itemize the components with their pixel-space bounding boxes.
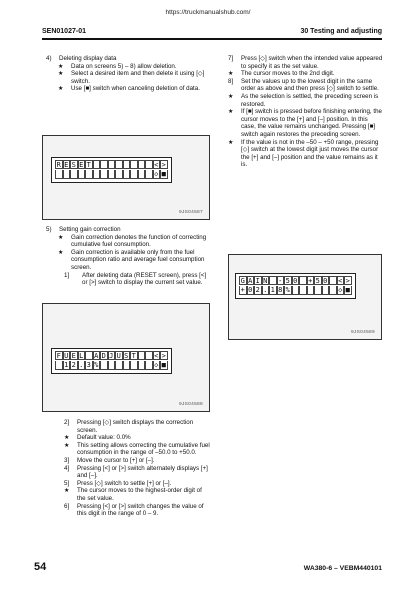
lcd-char-cell: [78, 170, 86, 179]
lcd-char-cell: >: [161, 352, 166, 360]
lcd-char-cell: R: [56, 161, 61, 169]
lcd-row-2: [55, 361, 168, 371]
lcd-row-1: [55, 351, 168, 361]
lcd-char-cell: [138, 361, 146, 370]
left-mid-text: [46, 226, 212, 287]
lcd-char-cell: F: [56, 352, 61, 360]
lcd-char-cell: [115, 361, 123, 370]
lcd-char-cell: 0: [293, 277, 298, 285]
lcd-char-cell: E: [71, 352, 76, 360]
lcd-row-1: [55, 160, 168, 170]
lcd-char-cell: A: [94, 352, 99, 360]
lcd-char-cell: J: [109, 352, 114, 360]
lcd-char-cell: [115, 170, 123, 179]
list-item: 1] After deleting data (RESET screen), press [<] or [>] switch to display the current set value.: [64, 271, 207, 287]
lcd-char-cell: [100, 160, 108, 169]
lcd-char-cell: [130, 170, 138, 179]
lcd-char-cell: ■: [345, 286, 350, 294]
lcd-char-cell: 5: [315, 277, 320, 285]
lcd-char-cell: [145, 351, 153, 360]
lcd-char-cell: [329, 276, 337, 285]
list-item: ★ Default value: 0.0%: [64, 434, 131, 442]
lcd-char-cell: [299, 286, 307, 295]
lcd-char-cell: [269, 276, 277, 285]
lcd-char-cell: +: [308, 277, 313, 285]
lcd-char-cell: U: [64, 352, 69, 360]
lcd-char-cell: L: [79, 352, 84, 360]
lcd-char-cell: [108, 361, 116, 370]
lcd-char-cell: [115, 160, 123, 169]
lcd-char-cell: [322, 286, 330, 295]
figure-code: 9JS04588: [178, 402, 203, 407]
list-item: 5) Setting gain correction: [46, 226, 121, 233]
lcd-char-cell: [145, 361, 153, 370]
list-item: 4) Deleting display data: [46, 55, 117, 62]
lcd-char-cell: 8: [278, 286, 283, 294]
list-item: 8] Set the values up to the lowest digit in the same order as above and then press [◇] switch to settle.: [228, 77, 379, 93]
lcd-char-cell: [123, 361, 131, 370]
list-item: 5] Press [◇] switch to settle [+] or [–].: [64, 479, 172, 487]
lcd-char-cell: .: [263, 286, 268, 294]
lcd-char-cell: 2: [255, 286, 260, 294]
lcd-char-cell: I: [255, 277, 260, 285]
lcd-char-cell: [93, 170, 101, 179]
lcd-char-cell: <: [154, 161, 159, 169]
figure-fuel-adjust-screen: [42, 303, 210, 412]
list-item: ★ Select a desired item and then delete it using [◇] switch.: [58, 70, 205, 85]
model-number: WA380-6 – VEBM440101: [303, 565, 382, 572]
lcd-char-cell: [108, 160, 116, 169]
lcd-char-cell: A: [248, 277, 253, 285]
figure-reset-screen: [42, 135, 210, 220]
header-rule: [42, 38, 382, 40]
lcd-char-cell: [63, 170, 71, 179]
lcd-char-cell: [314, 286, 322, 295]
list-item: ★ Gain correction denotes the function of correcting cumulative fuel consumption.: [58, 233, 207, 249]
lcd-char-cell: [108, 170, 116, 179]
lcd-char-cell: [55, 361, 63, 370]
left-bottom-text: [64, 419, 212, 518]
lcd-display: [51, 157, 172, 183]
lcd-char-cell: U: [116, 352, 121, 360]
lcd-char-cell: 0: [323, 277, 328, 285]
lcd-row-2: [239, 286, 352, 296]
lcd-char-cell: T: [131, 352, 136, 360]
section-title: 30 Testing and adjusting: [300, 28, 382, 35]
lcd-char-cell: S: [71, 161, 76, 169]
list-item: ★ The cursor moves to the highest-order digit of the set value.: [64, 487, 202, 502]
lcd-char-cell: [329, 286, 337, 295]
lcd-char-cell: [130, 160, 138, 169]
lcd-char-cell: [55, 170, 63, 179]
lcd-char-cell: %: [285, 286, 290, 294]
lcd-char-cell: D: [101, 352, 106, 360]
lcd-char-cell: [138, 160, 146, 169]
lcd-display: [235, 273, 356, 299]
list-item: 3] Move the cursor to [+] or [–].: [64, 456, 155, 464]
lcd-char-cell: 0: [248, 286, 253, 294]
lcd-char-cell: E: [64, 161, 69, 169]
list-item: ★ If the value is not in the –50 – +50 range, pressing [◇] switch at the lowest digit just moves the cursor the [+] and [–] position and the value remains as it is.: [228, 138, 379, 169]
lcd-char-cell: >: [345, 277, 350, 285]
list-item: 7] Press [◇] switch when the intended value appeared to specify it as the set value.: [228, 55, 383, 70]
list-item: ★ This setting allows correcting the cumulative fuel consumption in the range of –50.0 to +50.0.: [64, 441, 210, 457]
lcd-char-cell: 3: [86, 361, 91, 369]
lcd-char-cell: 1: [64, 361, 69, 369]
lcd-char-cell: <: [338, 277, 343, 285]
lcd-char-cell: 2: [71, 361, 76, 369]
lcd-char-cell: .: [79, 361, 84, 369]
lcd-row-2: [55, 170, 168, 180]
lcd-char-cell: [100, 170, 108, 179]
lcd-char-cell: ◇: [154, 361, 159, 369]
list-item: ★ Gain correction is available only from the fuel consumption ratio and average fuel consumption screen.: [58, 248, 205, 271]
lcd-char-cell: [93, 160, 101, 169]
lcd-char-cell: [292, 286, 300, 295]
lcd-char-cell: [145, 160, 153, 169]
figure-gain-screen: [228, 254, 382, 340]
lcd-char-cell: ■: [161, 361, 166, 369]
lcd-char-cell: [299, 276, 307, 285]
list-item: ★ Use [■] switch when canceling deletion of data.: [58, 85, 200, 93]
lcd-char-cell: 5: [285, 277, 290, 285]
lcd-char-cell: T: [86, 161, 91, 169]
list-item: 4] Pressing [<] or [>] switch alternately displays [+] and [–].: [64, 464, 208, 480]
lcd-char-cell: S: [124, 352, 129, 360]
page-number: 54: [34, 561, 47, 573]
lcd-char-cell: [130, 361, 138, 370]
right-top-text: [228, 55, 383, 169]
lcd-char-cell: [123, 160, 131, 169]
lcd-char-cell: >: [161, 161, 166, 169]
figure-code: 9JS04587: [178, 210, 203, 215]
list-item: 2] Pressing [◇] switch displays the correction screen.: [64, 419, 194, 434]
lcd-char-cell: [100, 361, 108, 370]
list-item: ★ The cursor moves to the 2nd digit.: [228, 70, 335, 78]
lcd-char-cell: %: [94, 361, 99, 369]
source-url: https://truckmanualshub.com/: [165, 9, 251, 16]
left-top-text: [46, 55, 212, 93]
lcd-char-cell: [145, 170, 153, 179]
list-item: ★ As the selection is settled, the preceding screen is restored.: [228, 92, 379, 108]
lcd-char-cell: [123, 170, 131, 179]
lcd-char-cell: [138, 170, 146, 179]
list-item: 6] Pressing [<] or [>] switch changes the value of this digit in the range of 0 – 9.: [64, 502, 204, 518]
lcd-char-cell: ■: [161, 170, 166, 178]
list-item: ★ Data on screens 5) – 8) allow deletion.: [58, 62, 177, 70]
lcd-char-cell: <: [154, 352, 159, 360]
figure-code: 9JS04589: [350, 330, 375, 335]
lcd-char-cell: E: [79, 161, 84, 169]
lcd-char-cell: +: [240, 286, 245, 294]
lcd-char-cell: ◇: [338, 286, 343, 294]
document-id: SEN01027-01: [42, 28, 86, 35]
lcd-char-cell: [85, 170, 93, 179]
lcd-char-cell: [307, 286, 315, 295]
list-item: ★ If [■] switch is pressed before finishing entering, the cursor moves to the [+] and [–] position. In this case, the value remains unchanged. Pressing [■] switch again restores the preceding screen.: [228, 108, 382, 138]
lcd-char-cell: [85, 351, 93, 360]
lcd-char-cell: G: [240, 277, 245, 285]
lcd-char-cell: [70, 170, 78, 179]
lcd-char-cell: 1: [270, 286, 275, 294]
lcd-char-cell: [138, 351, 146, 360]
lcd-char-cell: -: [278, 277, 283, 285]
lcd-display: [51, 348, 172, 374]
lcd-char-cell: N: [263, 277, 268, 285]
lcd-row-1: [239, 276, 352, 286]
lcd-char-cell: ◇: [154, 170, 159, 178]
